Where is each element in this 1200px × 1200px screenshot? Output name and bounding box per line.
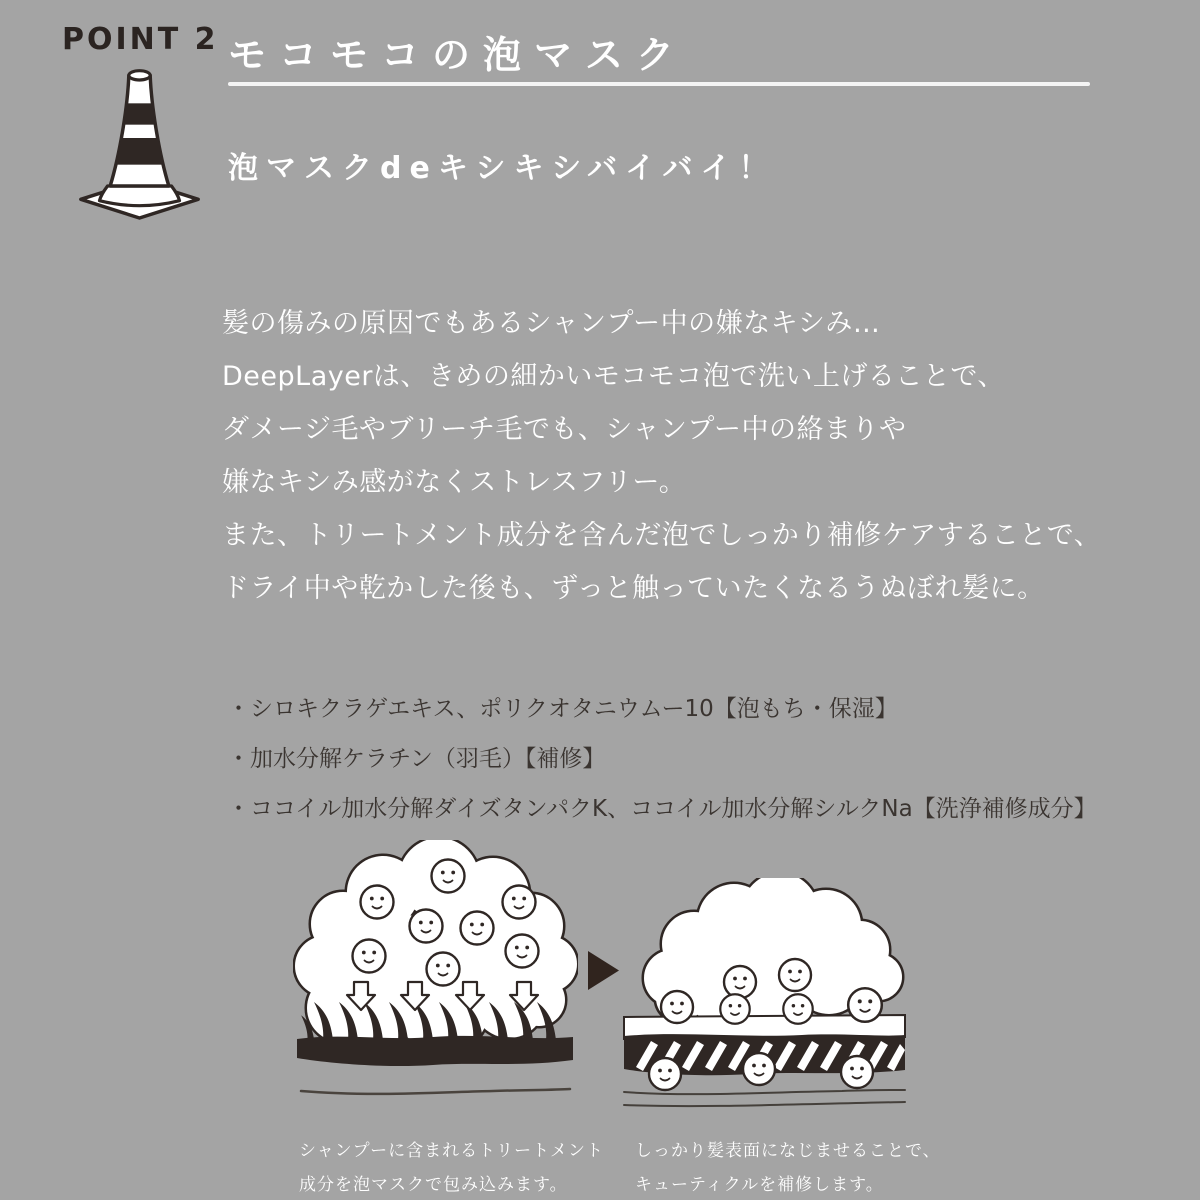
- caption-line: キューティクルを補修します。: [635, 1175, 884, 1195]
- title-underline: [228, 82, 1090, 86]
- section-title: モコモコの泡マスク: [228, 33, 688, 77]
- intro-paragraph: [222, 297, 1101, 615]
- ingredient-item: ・ココイル加水分解ダイズタンパクK、ココイル加水分解シルクNa【洗浄補修成分】: [227, 796, 1097, 822]
- baseline-strokes: [624, 1090, 905, 1106]
- intro-line: 髪の傷みの原因でもあるシャンプー中の嫌なキシみ…: [222, 308, 881, 339]
- caption-line: 成分を泡マスクで包み込みます。: [299, 1175, 568, 1195]
- intro-line: ダメージ毛やブリーチ毛でも、シャンプー中の絡まりや: [222, 414, 907, 445]
- section-subtitle: 泡マスクdeキシキシバイバイ！: [228, 151, 777, 186]
- caption-line: しっかり髪表面になじませることで、: [635, 1141, 941, 1161]
- foam-on-rough-hair-illustration: [293, 840, 578, 1105]
- ingredient-list: [227, 684, 1097, 834]
- after-caption: [635, 1134, 941, 1200]
- point-label: POINT 2: [62, 22, 219, 57]
- before-caption: [299, 1134, 604, 1200]
- intro-line: DeepLayerは、きめの細かいモコモコ泡で洗い上げることで、: [222, 361, 1005, 392]
- intro-line: ドライ中や乾かした後も、ずっと触っていたくなるうぬぼれ髪に。: [222, 573, 1045, 604]
- baseline-stroke: [301, 1089, 570, 1094]
- caption-line: シャンプーに含まれるトリートメント: [299, 1141, 604, 1161]
- foam-on-smooth-hair-illustration: [622, 878, 907, 1113]
- intro-line: 嫌なキシみ感がなくストレスフリー。: [222, 467, 687, 498]
- rough-hair-shaft: [297, 1036, 573, 1066]
- intro-line: また、トリートメント成分を含んだ泡でしっかり補修ケアすることで、: [222, 520, 1102, 551]
- traffic-cone-icon: [72, 62, 207, 222]
- ingredient-item: ・シロキクラゲエキス、ポリクオタニウムー10【泡もち・保湿】: [227, 696, 898, 722]
- arrow-right-icon: [588, 951, 619, 990]
- ingredient-item: ・加水分解ケラチン（羽毛）【補修】: [227, 746, 606, 772]
